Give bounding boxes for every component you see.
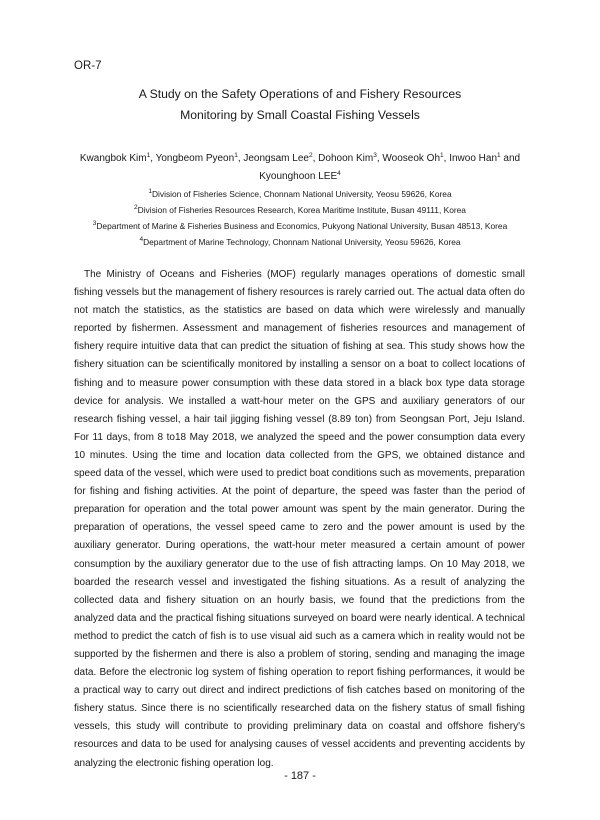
title-line: A Study on the Safety Operations of and Fishery Resources: [138, 87, 462, 101]
affiliation: $^1$Division of Fisheries Science, Chonnam National University, Yeosu 59626, Korea: [148, 188, 452, 199]
author: Dohoon Kim$^3$,: [318, 152, 383, 164]
title-line: Monitoring by Small Coastal Fishing Vessels: [180, 108, 420, 122]
abstract-paragraph: The Ministry of Oceans and Fisheries (MOF) regularly manages operations of domestic small fishing vessels but the management of fishery resources is rarely carried out. The actual data often do not match the statistics, as the statistics are based on data which were wirelessly and manually reported by fishermen. Assessment and management of fisheries resources and management of fishery require intuitive data that can predict the situation of fishing at sea. This study shows how the fishery situation can be scientifically monitored by installing a sensor on a boat to collect locations of fishing and to measure power consumption with these data stored in a black box type data storage device for analysis. We installed a watt-hour meter on the GPS and auxiliary generators of our research fishing vessel, a hair tail jigging fishing vessel (8.89 ton) from Seongsan Port, Jeju Island. For 11 days, from 8 to18 May 2018, we analyzed the speed and the power consumption data every 10 minutes. Using the time and location data collected from the GPS, we obtained distance and speed data of the vessel, which were used to predict boat conditions such as movements, preparation for fishing and fishing activities. At the point of departure, the speed was faster than the period of preparation for operation and the total power amount was spent by the main generator. During the preparation of operations, the vessel speed came to zero and the power amount is used by the auxiliary generator. During operations, the watt-hour meter measured a certain amount of power consumption by the auxiliary generator due to the use of fish attracting lamps. On 10 May 2018, we boarded the research vessel and investigated the fishing situations. As a result of analyzing the collected data and fishery situation on an hourly basis, we found that the predictions from the analyzed data and the practical fishing situations surveyed on board were nearly identical. A technical method to predict the catch of fish is to use visual aid such as a camera which in reality would not be supported by the fishermen and there is also a problem of storing, sending and managing the image data. Before the electronic log system of fishing operation to report fishing performances, it would be a practical way to carry out direct and indirect predictions of fish catches based on monitoring of the fishery status. Since there is no scientifically researched data on the fishery status of small fishing vessels, this study will contribute to providing preliminary data on coastal and offshore fishery's resources and data to be used for analysing causes of vessel accidents and preventing accidents by analyzing the electronic fishing operation log.: [74, 269, 525, 769]
author: Inwoo Han$^1$ and: [449, 152, 521, 164]
affiliation: $^2$Division of Fisheries Resources Research, Korea Maritime Institute, Busan 49111, Korea: [134, 204, 466, 215]
paper-title: [60, 84, 540, 126]
author: Jeongsam Lee$^2$,: [243, 152, 319, 164]
author: Wooseok Oh$^1$,: [382, 152, 450, 164]
author: Kyounghoon LEE$^4$: [259, 170, 341, 182]
affiliation: $^3$Department of Marine & Fisheries Business and Economics, Pukyong National University, Busan 48513, Korea: [92, 220, 508, 231]
affiliation-list: [40, 186, 560, 250]
paper-code: OR-7: [74, 60, 102, 72]
author: Kwangbok Kim$^1$,: [79, 152, 156, 164]
affiliation: $^4$Department of Marine Technology, Chonnam National University, Yeosu 59626, Korea: [139, 236, 461, 247]
page-number: - 187 -: [284, 770, 316, 782]
author-list: [70, 150, 530, 186]
author: Yongbeom Pyeon$^1$,: [155, 152, 244, 164]
